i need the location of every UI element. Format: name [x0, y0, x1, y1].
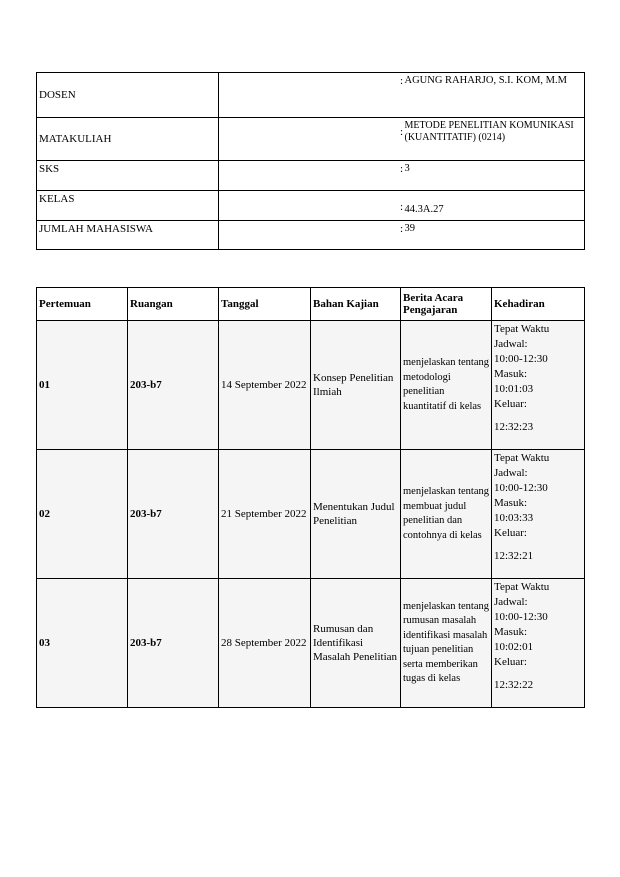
info-value-cell [399, 191, 585, 221]
course-info-table [36, 72, 585, 250]
info-value: 39 [404, 223, 415, 234]
meetings-header-row [37, 288, 585, 321]
header-ruangan: Ruangan [128, 288, 219, 321]
kehadiran-cell [492, 579, 585, 708]
berita-acara-cell: menjelaskan tentang membuat judul penelitian dan contohnya di kelas [401, 450, 492, 579]
header-bahan-kajian: Bahan Kajian [311, 288, 401, 321]
bahan-kajian-cell: Konsep Penelitian Ilmiah [311, 321, 401, 450]
keluar-label: Keluar: [494, 656, 527, 668]
header-berita-acara: Berita Acara Pengajaran [401, 288, 492, 321]
pertemuan-cell: 01 [37, 321, 128, 450]
info-colon: : [399, 200, 404, 213]
info-value: AGUNG RAHARJO, S.I. KOM, M.M [404, 75, 567, 86]
berita-acara-cell: menjelaskan tentang rumusan masalah identifikasi masalah tujuan penelitian serta memberikan tugas di kelas [401, 579, 492, 708]
info-spacer [219, 191, 399, 221]
info-value: 44.3A.27 [404, 203, 444, 215]
table-row [37, 321, 585, 450]
jadwal-value: 10:00-12:30 [494, 611, 548, 623]
kehadiran-cell [492, 321, 585, 450]
meetings-table [36, 287, 585, 708]
info-label: KELAS [37, 191, 219, 221]
masuk-value: 10:01:03 [494, 383, 534, 395]
info-row-kelas [37, 191, 585, 221]
info-value-cell [399, 118, 585, 161]
table-row [37, 579, 585, 708]
status-text: Tepat Waktu [494, 323, 550, 335]
info-value-cell [399, 161, 585, 191]
jadwal-label: Jadwal: [494, 338, 528, 350]
status-text: Tepat Waktu [494, 581, 550, 593]
masuk-label: Masuk: [494, 626, 527, 638]
tanggal-cell: 28 September 2022 [219, 579, 311, 708]
keluar-label: Keluar: [494, 398, 527, 410]
info-spacer [219, 221, 399, 250]
jadwal-label: Jadwal: [494, 467, 528, 479]
info-value-cell [399, 73, 585, 118]
ruangan-cell: 203-b7 [128, 450, 219, 579]
info-row-matakuliah [37, 118, 585, 161]
tanggal-cell: 14 September 2022 [219, 321, 311, 450]
jadwal-value: 10:00-12:30 [494, 353, 548, 365]
jadwal-label: Jadwal: [494, 596, 528, 608]
header-kehadiran: Kehadiran [492, 288, 585, 321]
header-tanggal: Tanggal [219, 288, 311, 321]
keluar-label: Keluar: [494, 527, 527, 539]
info-label: DOSEN [37, 73, 219, 118]
masuk-label: Masuk: [494, 497, 527, 509]
info-label: MATAKULIAH [37, 118, 219, 161]
keluar-value: 12:32:23 [494, 421, 534, 433]
kehadiran-cell [492, 450, 585, 579]
info-colon: : [399, 126, 404, 138]
header-pertemuan: Pertemuan [37, 288, 128, 321]
tanggal-cell: 21 September 2022 [219, 450, 311, 579]
ruangan-cell: 203-b7 [128, 321, 219, 450]
info-colon: : [399, 75, 404, 87]
keluar-value: 12:32:21 [494, 550, 534, 562]
info-row-sks [37, 161, 585, 191]
info-spacer [219, 161, 399, 191]
info-colon: : [399, 163, 404, 175]
info-row-jumlah [37, 221, 585, 250]
info-spacer [219, 73, 399, 118]
info-row-dosen [37, 73, 585, 118]
info-label: SKS [37, 161, 219, 191]
info-colon: : [399, 223, 404, 235]
info-label: JUMLAH MAHASISWA [37, 221, 219, 250]
masuk-value: 10:03:33 [494, 512, 534, 524]
masuk-label: Masuk: [494, 368, 527, 380]
ruangan-cell: 203-b7 [128, 579, 219, 708]
berita-acara-cell: menjelaskan tentang metodologi penelitian kuantitatif di kelas [401, 321, 492, 450]
info-value-cell [399, 221, 585, 250]
pertemuan-cell: 02 [37, 450, 128, 579]
jadwal-value: 10:00-12:30 [494, 482, 548, 494]
bahan-kajian-cell: Menentukan Judul Penelitian [311, 450, 401, 579]
keluar-value: 12:32:22 [494, 679, 534, 691]
info-value: 3 [404, 163, 410, 174]
pertemuan-cell: 03 [37, 579, 128, 708]
status-text: Tepat Waktu [494, 452, 550, 464]
info-value: METODE PENELITIAN KOMUNIKASI (KUANTITATIF) (0214) [404, 120, 574, 143]
table-row [37, 450, 585, 579]
masuk-value: 10:02:01 [494, 641, 534, 653]
info-spacer [219, 118, 399, 161]
bahan-kajian-cell: Rumusan dan Identifikasi Masalah Penelitian [311, 579, 401, 708]
